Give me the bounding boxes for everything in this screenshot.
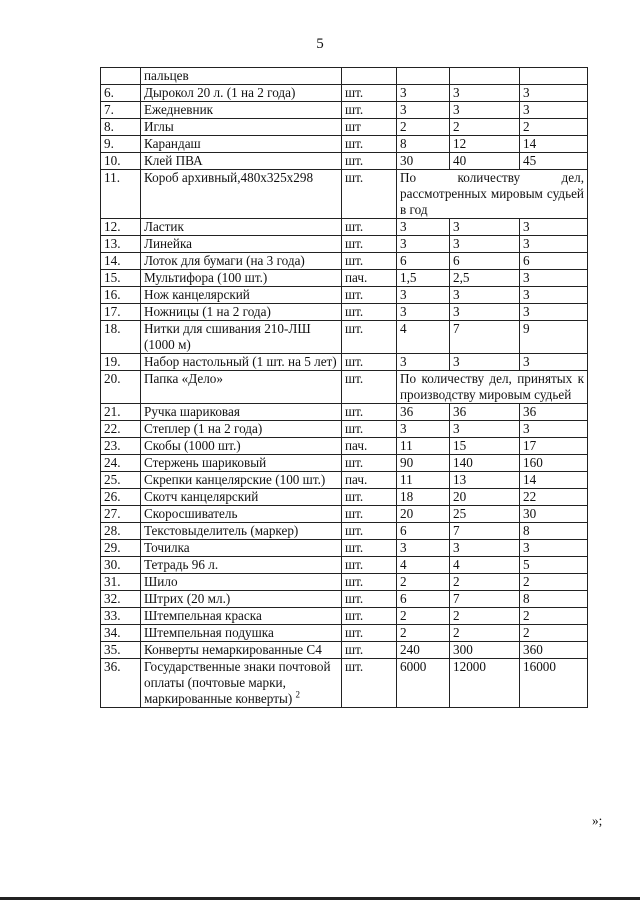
cell-unit: шт.	[342, 523, 397, 540]
cell-value: 3	[450, 421, 520, 438]
cell-value: 3	[520, 421, 588, 438]
cell-value: 6	[397, 523, 450, 540]
cell-value: 2	[397, 119, 450, 136]
cell-unit: пач.	[342, 438, 397, 455]
cell-name	[141, 119, 342, 136]
cell-value: 5	[520, 557, 588, 574]
item-name: Штемпельная краска	[144, 608, 262, 623]
cell-value: 3	[520, 236, 588, 253]
cell-name: пальцев	[141, 68, 342, 85]
cell-value: 2	[450, 625, 520, 642]
table-row	[101, 506, 588, 523]
cell-value: 3	[450, 236, 520, 253]
cell-value: 20	[397, 506, 450, 523]
cell-value: 45	[520, 153, 588, 170]
cell-unit: шт.	[342, 321, 397, 354]
cell-value: 9	[520, 321, 588, 354]
cell-unit: шт.	[342, 608, 397, 625]
cell-value: 3	[450, 304, 520, 321]
cell-unit: шт.	[342, 591, 397, 608]
cell-value: 2	[397, 608, 450, 625]
cell-unit: шт.	[342, 219, 397, 236]
item-name: Степлер (1 на 2 года)	[144, 421, 263, 436]
cell-value: 7	[450, 321, 520, 354]
table-row	[101, 170, 588, 219]
cell-name	[141, 591, 342, 608]
cell-value: 3	[520, 102, 588, 119]
cell-value: 360	[520, 642, 588, 659]
item-name: Карандаш	[144, 136, 201, 151]
cell-value	[520, 68, 588, 85]
cell-value: 3	[450, 354, 520, 371]
item-name: Мультифора (100 шт.)	[144, 270, 268, 285]
table-row	[101, 608, 588, 625]
cell-name	[141, 102, 342, 119]
table-row	[101, 153, 588, 170]
cell-num: 27.	[101, 506, 141, 523]
table-row	[101, 591, 588, 608]
cell-name	[141, 608, 342, 625]
cell-num: 31.	[101, 574, 141, 591]
item-name: Ручка шариковая	[144, 404, 240, 419]
cell-num: 36.	[101, 659, 141, 708]
cell-value	[450, 68, 520, 85]
cell-num: 7.	[101, 102, 141, 119]
item-name: Штемпельная подушка	[144, 625, 274, 640]
cell-name	[141, 371, 342, 404]
cell-value: 6	[450, 253, 520, 270]
cell-num: 6.	[101, 85, 141, 102]
cell-name	[141, 489, 342, 506]
table-row	[101, 354, 588, 371]
item-name: Папка «Дело»	[144, 371, 223, 386]
cell-name	[141, 506, 342, 523]
item-name: Иглы	[144, 119, 174, 134]
table-row	[101, 523, 588, 540]
cell-unit: шт.	[342, 404, 397, 421]
cell-unit: шт.	[342, 421, 397, 438]
cell-value: 17	[520, 438, 588, 455]
table-row	[101, 119, 588, 136]
item-name: Государственные знаки почтовой оплаты (почтовые марки, маркированные конверты)	[144, 659, 331, 706]
cell-value: 3	[397, 287, 450, 304]
cell-value: 3	[397, 236, 450, 253]
cell-num: 25.	[101, 472, 141, 489]
cell-num: 16.	[101, 287, 141, 304]
cell-unit: шт.	[342, 253, 397, 270]
cell-unit	[342, 68, 397, 85]
cell-value: 3	[450, 219, 520, 236]
cell-num	[101, 68, 141, 85]
cell-value: 36	[450, 404, 520, 421]
cell-value: 2	[520, 119, 588, 136]
table-row	[101, 489, 588, 506]
item-name: Ластик	[144, 219, 184, 234]
footnote-marker: 2	[295, 689, 301, 700]
cell-value: 3	[397, 354, 450, 371]
cell-name	[141, 170, 342, 219]
cell-value: 3	[520, 270, 588, 287]
cell-merged-note: По количеству дел, принятых к производству мировым судьей	[397, 371, 588, 404]
cell-num: 32.	[101, 591, 141, 608]
cell-num: 35.	[101, 642, 141, 659]
item-name: Скобы (1000 шт.)	[144, 438, 241, 453]
cell-value: 6	[397, 591, 450, 608]
table-row	[101, 421, 588, 438]
table-row	[101, 236, 588, 253]
cell-value: 240	[397, 642, 450, 659]
cell-value: 3	[397, 421, 450, 438]
cell-num: 28.	[101, 523, 141, 540]
item-name: Ножницы (1 на 2 года)	[144, 304, 271, 319]
cell-name	[141, 354, 342, 371]
cell-value: 16000	[520, 659, 588, 708]
cell-num: 17.	[101, 304, 141, 321]
cell-value: 40	[450, 153, 520, 170]
item-name: Набор настольный (1 шт. на 5 лет)	[144, 354, 337, 369]
cell-name	[141, 438, 342, 455]
cell-value: 2	[520, 574, 588, 591]
cell-unit: шт.	[342, 170, 397, 219]
cell-value: 36	[397, 404, 450, 421]
cell-value: 2	[450, 608, 520, 625]
cell-num: 21.	[101, 404, 141, 421]
cell-name	[141, 153, 342, 170]
table-row	[101, 557, 588, 574]
cell-num: 11.	[101, 170, 141, 219]
cell-value: 8	[397, 136, 450, 153]
cell-name	[141, 304, 342, 321]
cell-num: 9.	[101, 136, 141, 153]
item-name: Дырокол 20 л. (1 на 2 года)	[144, 85, 296, 100]
cell-name	[141, 455, 342, 472]
cell-value: 14	[520, 136, 588, 153]
table-row	[101, 659, 588, 708]
table-row	[101, 321, 588, 354]
cell-unit: шт.	[342, 371, 397, 404]
cell-unit: шт.	[342, 85, 397, 102]
cell-value: 12	[450, 136, 520, 153]
cell-unit: шт.	[342, 455, 397, 472]
cell-num: 12.	[101, 219, 141, 236]
table-row	[101, 253, 588, 270]
cell-value: 8	[520, 523, 588, 540]
cell-value: 6	[520, 253, 588, 270]
cell-num: 24.	[101, 455, 141, 472]
cell-name	[141, 557, 342, 574]
item-name: Точилка	[144, 540, 190, 555]
cell-unit: шт.	[342, 304, 397, 321]
cell-value: 160	[520, 455, 588, 472]
cell-value: 3	[520, 304, 588, 321]
cell-name	[141, 540, 342, 557]
cell-num: 20.	[101, 371, 141, 404]
cell-value: 3	[520, 219, 588, 236]
table-row	[101, 219, 588, 236]
cell-name	[141, 253, 342, 270]
cell-value: 3	[450, 287, 520, 304]
table-row	[101, 472, 588, 489]
cell-name	[141, 321, 342, 354]
cell-value: 6	[397, 253, 450, 270]
cell-num: 14.	[101, 253, 141, 270]
cell-unit: шт.	[342, 625, 397, 642]
cell-value: 4	[397, 557, 450, 574]
cell-value: 25	[450, 506, 520, 523]
cell-unit: шт.	[342, 574, 397, 591]
cell-value: 3	[397, 219, 450, 236]
cell-name	[141, 421, 342, 438]
cell-unit: шт.	[342, 354, 397, 371]
cell-unit: шт.	[342, 102, 397, 119]
table-row	[101, 287, 588, 304]
cell-name	[141, 236, 342, 253]
table-row	[101, 404, 588, 421]
table-row	[101, 85, 588, 102]
table-row-continued	[101, 68, 588, 85]
table-row	[101, 136, 588, 153]
cell-value: 18	[397, 489, 450, 506]
cell-value: 2	[450, 574, 520, 591]
cell-name	[141, 287, 342, 304]
cell-name	[141, 472, 342, 489]
cell-num: 10.	[101, 153, 141, 170]
cell-value: 2	[450, 119, 520, 136]
cell-num: 19.	[101, 354, 141, 371]
item-name: Ежедневник	[144, 102, 214, 117]
cell-value: 7	[450, 591, 520, 608]
item-name: Лоток для бумаги (на 3 года)	[144, 253, 305, 268]
table-row	[101, 574, 588, 591]
table-row	[101, 304, 588, 321]
cell-unit: шт.	[342, 642, 397, 659]
page-bottom-rule	[0, 897, 640, 900]
cell-merged-note: По количеству дел, рассмотренных мировым судьей в год	[397, 170, 588, 219]
table-row	[101, 540, 588, 557]
cell-unit: шт.	[342, 287, 397, 304]
item-name: Клей ПВА	[144, 153, 203, 168]
cell-num: 30.	[101, 557, 141, 574]
cell-unit: шт.	[342, 557, 397, 574]
cell-value: 2	[520, 608, 588, 625]
cell-value: 30	[520, 506, 588, 523]
cell-value: 6000	[397, 659, 450, 708]
cell-name	[141, 523, 342, 540]
cell-unit: шт	[342, 119, 397, 136]
cell-value: 11	[397, 438, 450, 455]
item-name: Линейка	[144, 236, 193, 251]
cell-value: 3	[520, 354, 588, 371]
cell-value: 11	[397, 472, 450, 489]
cell-value: 7	[450, 523, 520, 540]
item-name: Шило	[144, 574, 178, 589]
table-row	[101, 438, 588, 455]
cell-num: 26.	[101, 489, 141, 506]
table-row	[101, 371, 588, 404]
cell-unit: шт.	[342, 659, 397, 708]
cell-unit: шт.	[342, 136, 397, 153]
cell-value: 8	[520, 591, 588, 608]
cell-name	[141, 659, 342, 708]
cell-value	[397, 68, 450, 85]
cell-name	[141, 219, 342, 236]
cell-value: 22	[520, 489, 588, 506]
item-name: Скоросшиватель	[144, 506, 238, 521]
table-row	[101, 270, 588, 287]
item-name: Тетрадь 96 л.	[144, 557, 219, 572]
cell-unit: шт.	[342, 540, 397, 557]
cell-name	[141, 625, 342, 642]
cell-value: 90	[397, 455, 450, 472]
cell-value: 14	[520, 472, 588, 489]
cell-value: 3	[397, 85, 450, 102]
cell-name	[141, 270, 342, 287]
cell-value: 140	[450, 455, 520, 472]
cell-value: 12000	[450, 659, 520, 708]
cell-value: 4	[397, 321, 450, 354]
cell-unit: шт.	[342, 506, 397, 523]
item-name: Скотч канцелярский	[144, 489, 259, 504]
cell-value: 3	[450, 540, 520, 557]
cell-value: 1,5	[397, 270, 450, 287]
cell-unit: шт.	[342, 153, 397, 170]
table-row	[101, 642, 588, 659]
cell-name	[141, 642, 342, 659]
table-row	[101, 102, 588, 119]
cell-value: 3	[520, 287, 588, 304]
item-name: Конверты немаркированные С4	[144, 642, 322, 657]
cell-name	[141, 85, 342, 102]
item-name: Скрепки канцелярские (100 шт.)	[144, 472, 326, 487]
cell-value: 3	[520, 85, 588, 102]
cell-unit: шт.	[342, 489, 397, 506]
cell-value: 20	[450, 489, 520, 506]
supplies-table	[100, 67, 588, 708]
cell-value: 2	[520, 625, 588, 642]
cell-value: 13	[450, 472, 520, 489]
cell-value: 15	[450, 438, 520, 455]
cell-value: 3	[397, 102, 450, 119]
cell-num: 13.	[101, 236, 141, 253]
cell-value: 36	[520, 404, 588, 421]
item-name: Короб архивный,480х325х298	[144, 170, 314, 185]
cell-unit: шт.	[342, 236, 397, 253]
cell-num: 29.	[101, 540, 141, 557]
cell-value: 3	[520, 540, 588, 557]
cell-value: 2	[397, 625, 450, 642]
cell-num: 23.	[101, 438, 141, 455]
cell-unit: пач.	[342, 472, 397, 489]
cell-num: 34.	[101, 625, 141, 642]
table-row	[101, 625, 588, 642]
cell-unit: пач.	[342, 270, 397, 287]
cell-value: 3	[450, 102, 520, 119]
cell-num: 18.	[101, 321, 141, 354]
cell-name	[141, 404, 342, 421]
cell-value: 4	[450, 557, 520, 574]
page-number: 5	[316, 36, 324, 52]
cell-num: 22.	[101, 421, 141, 438]
item-name: Нитки для сшивания 210-ЛШ (1000 м)	[144, 321, 311, 352]
cell-value: 2	[397, 574, 450, 591]
item-name: Нож канцелярский	[144, 287, 250, 302]
cell-num: 15.	[101, 270, 141, 287]
cell-value: 300	[450, 642, 520, 659]
cell-num: 8.	[101, 119, 141, 136]
cell-value: 3	[397, 304, 450, 321]
closing-mark: »;	[592, 813, 603, 828]
cell-value: 3	[450, 85, 520, 102]
cell-name	[141, 136, 342, 153]
item-name: Стержень шариковый	[144, 455, 267, 470]
cell-value: 3	[397, 540, 450, 557]
cell-value: 2,5	[450, 270, 520, 287]
item-name: Штрих (20 мл.)	[144, 591, 231, 606]
cell-name	[141, 574, 342, 591]
table-row	[101, 455, 588, 472]
cell-value: 30	[397, 153, 450, 170]
item-name: Текстовыделитель (маркер)	[144, 523, 299, 538]
cell-num: 33.	[101, 608, 141, 625]
